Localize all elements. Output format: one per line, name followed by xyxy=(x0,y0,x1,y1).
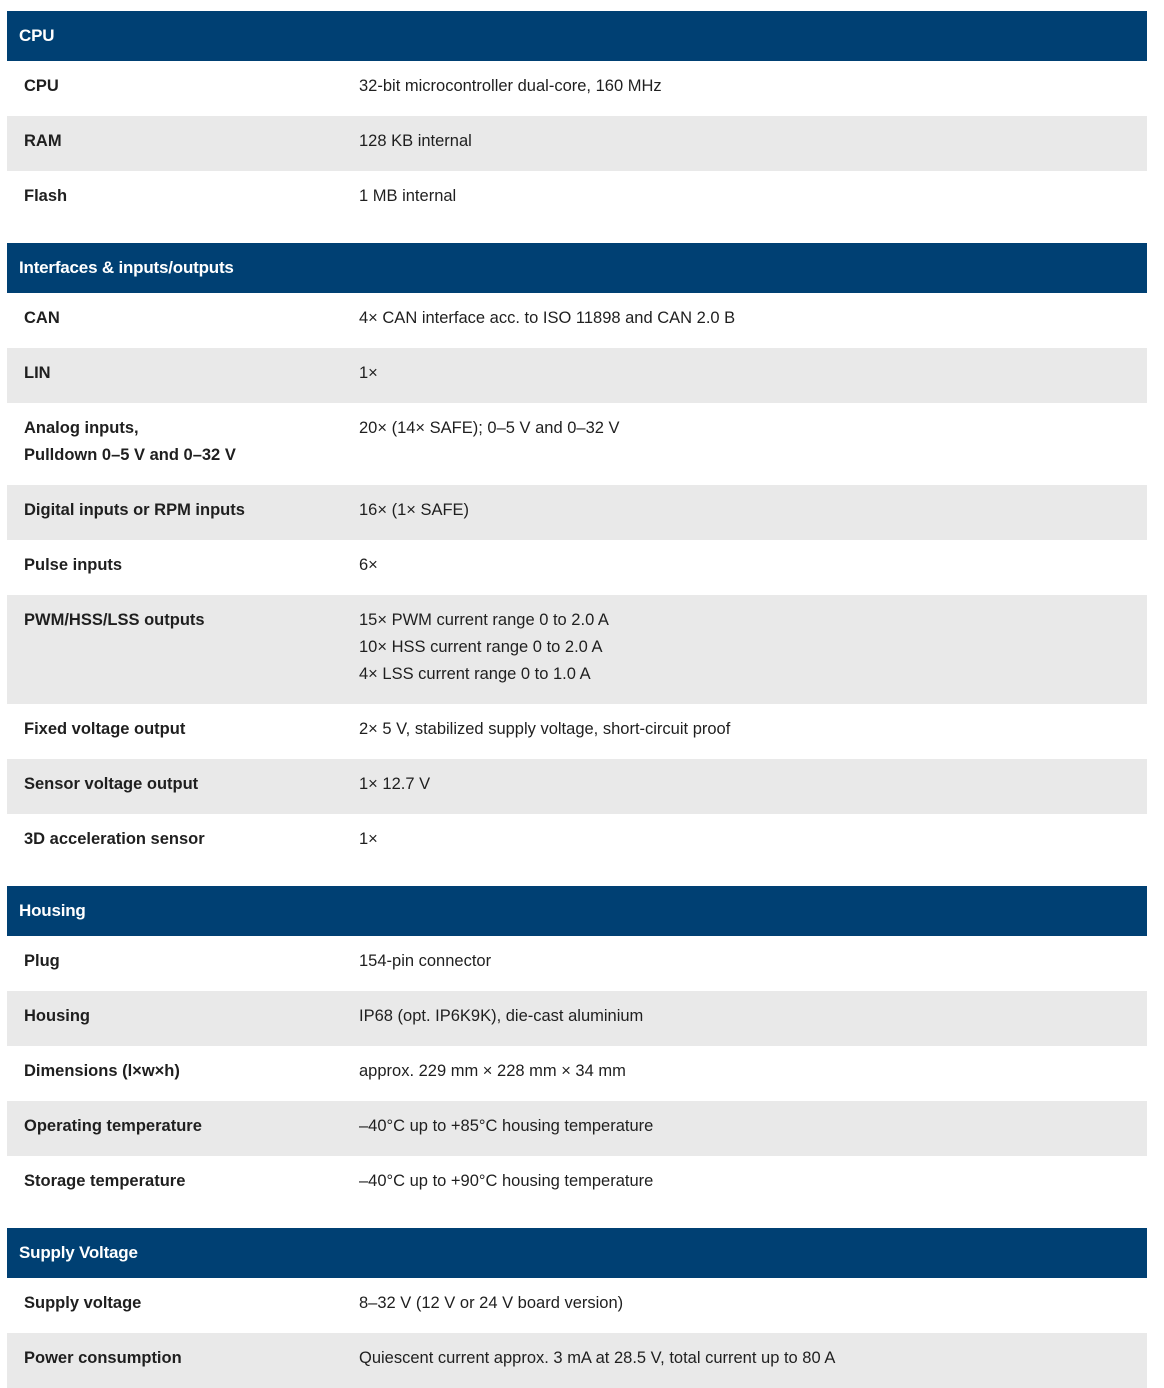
spec-label: PWM/HSS/LSS outputs xyxy=(24,611,205,629)
spec-row xyxy=(7,540,1147,595)
spec-value: –40°C up to +85°C housing temperature xyxy=(359,1117,654,1135)
spec-label: Housing xyxy=(24,1007,90,1025)
spec-section xyxy=(7,1228,1147,1388)
spec-sheet xyxy=(7,11,1147,1388)
spec-value: IP68 (opt. IP6K9K), die-cast aluminium xyxy=(359,1007,644,1025)
section-header: Interfaces & inputs/outputs xyxy=(7,243,1147,293)
spec-label: Fixed voltage output xyxy=(24,720,186,738)
spec-value: 154-pin connector xyxy=(359,952,492,970)
spec-value: approx. 229 mm × 228 mm × 34 mm xyxy=(359,1062,626,1080)
spec-row xyxy=(7,595,1147,704)
spec-value: 20× (14× SAFE); 0–5 V and 0–32 V xyxy=(359,419,620,437)
section-header: Supply Voltage xyxy=(7,1228,1147,1278)
spec-value: 1× xyxy=(359,830,378,848)
spec-row xyxy=(7,485,1147,540)
spec-section xyxy=(7,11,1147,226)
spec-row xyxy=(7,1278,1147,1333)
spec-label: Pulse inputs xyxy=(24,556,123,574)
spec-row xyxy=(7,1046,1147,1101)
spec-value: 32-bit microcontroller dual-core, 160 MHz xyxy=(359,77,662,95)
spec-row xyxy=(7,991,1147,1046)
spec-label: Storage temperature xyxy=(24,1172,186,1190)
spec-value: 16× (1× SAFE) xyxy=(359,501,470,519)
spec-row xyxy=(7,348,1147,403)
spec-row xyxy=(7,1156,1147,1211)
spec-label: Sensor voltage output xyxy=(24,775,199,793)
spec-label: RAM xyxy=(24,132,62,150)
spec-row xyxy=(7,403,1147,485)
spec-label: Flash xyxy=(24,187,68,205)
spec-label: Digital inputs or RPM inputs xyxy=(24,501,245,519)
spec-label: Analog inputs, Pulldown 0–5 V and 0–32 V xyxy=(24,419,236,464)
spec-row xyxy=(7,116,1147,171)
spec-label: Operating temperature xyxy=(24,1117,202,1135)
section-header: Housing xyxy=(7,886,1147,936)
spec-value: 15× PWM current range 0 to 2.0 A 10× HSS current range 0 to 2.0 A 4× LSS current range 0 to 1.0 A xyxy=(359,611,609,683)
spec-row xyxy=(7,704,1147,759)
spec-value: 1× xyxy=(359,364,378,382)
spec-value: 2× 5 V, stabilized supply voltage, short-circuit proof xyxy=(359,720,731,738)
spec-value: 8–32 V (12 V or 24 V board version) xyxy=(359,1294,624,1312)
spec-value: 4× CAN interface acc. to ISO 11898 and CAN 2.0 B xyxy=(359,309,736,327)
spec-row xyxy=(7,171,1147,226)
spec-value: 1 MB internal xyxy=(359,187,457,205)
spec-row xyxy=(7,61,1147,116)
spec-value: Quiescent current approx. 3 mA at 28.5 V, total current up to 80 A xyxy=(359,1349,836,1367)
spec-section xyxy=(7,243,1147,869)
spec-section xyxy=(7,886,1147,1211)
spec-row xyxy=(7,759,1147,814)
spec-label: CPU xyxy=(24,77,59,95)
spec-row xyxy=(7,1333,1147,1388)
spec-label: CAN xyxy=(24,309,60,327)
spec-label: Plug xyxy=(24,952,60,970)
section-header: CPU xyxy=(7,11,1147,61)
spec-label: Supply voltage xyxy=(24,1294,142,1312)
spec-label: LIN xyxy=(24,364,51,382)
spec-row xyxy=(7,293,1147,348)
spec-value: –40°C up to +90°C housing temperature xyxy=(359,1172,654,1190)
spec-row xyxy=(7,1101,1147,1156)
spec-label: Dimensions (l×w×h) xyxy=(24,1062,180,1080)
spec-label: 3D acceleration sensor xyxy=(24,830,205,848)
spec-value: 6× xyxy=(359,556,378,574)
spec-label: Power consumption xyxy=(24,1349,182,1367)
spec-value: 1× 12.7 V xyxy=(359,775,431,793)
spec-row xyxy=(7,814,1147,869)
spec-value: 128 KB internal xyxy=(359,132,472,150)
spec-row xyxy=(7,936,1147,991)
